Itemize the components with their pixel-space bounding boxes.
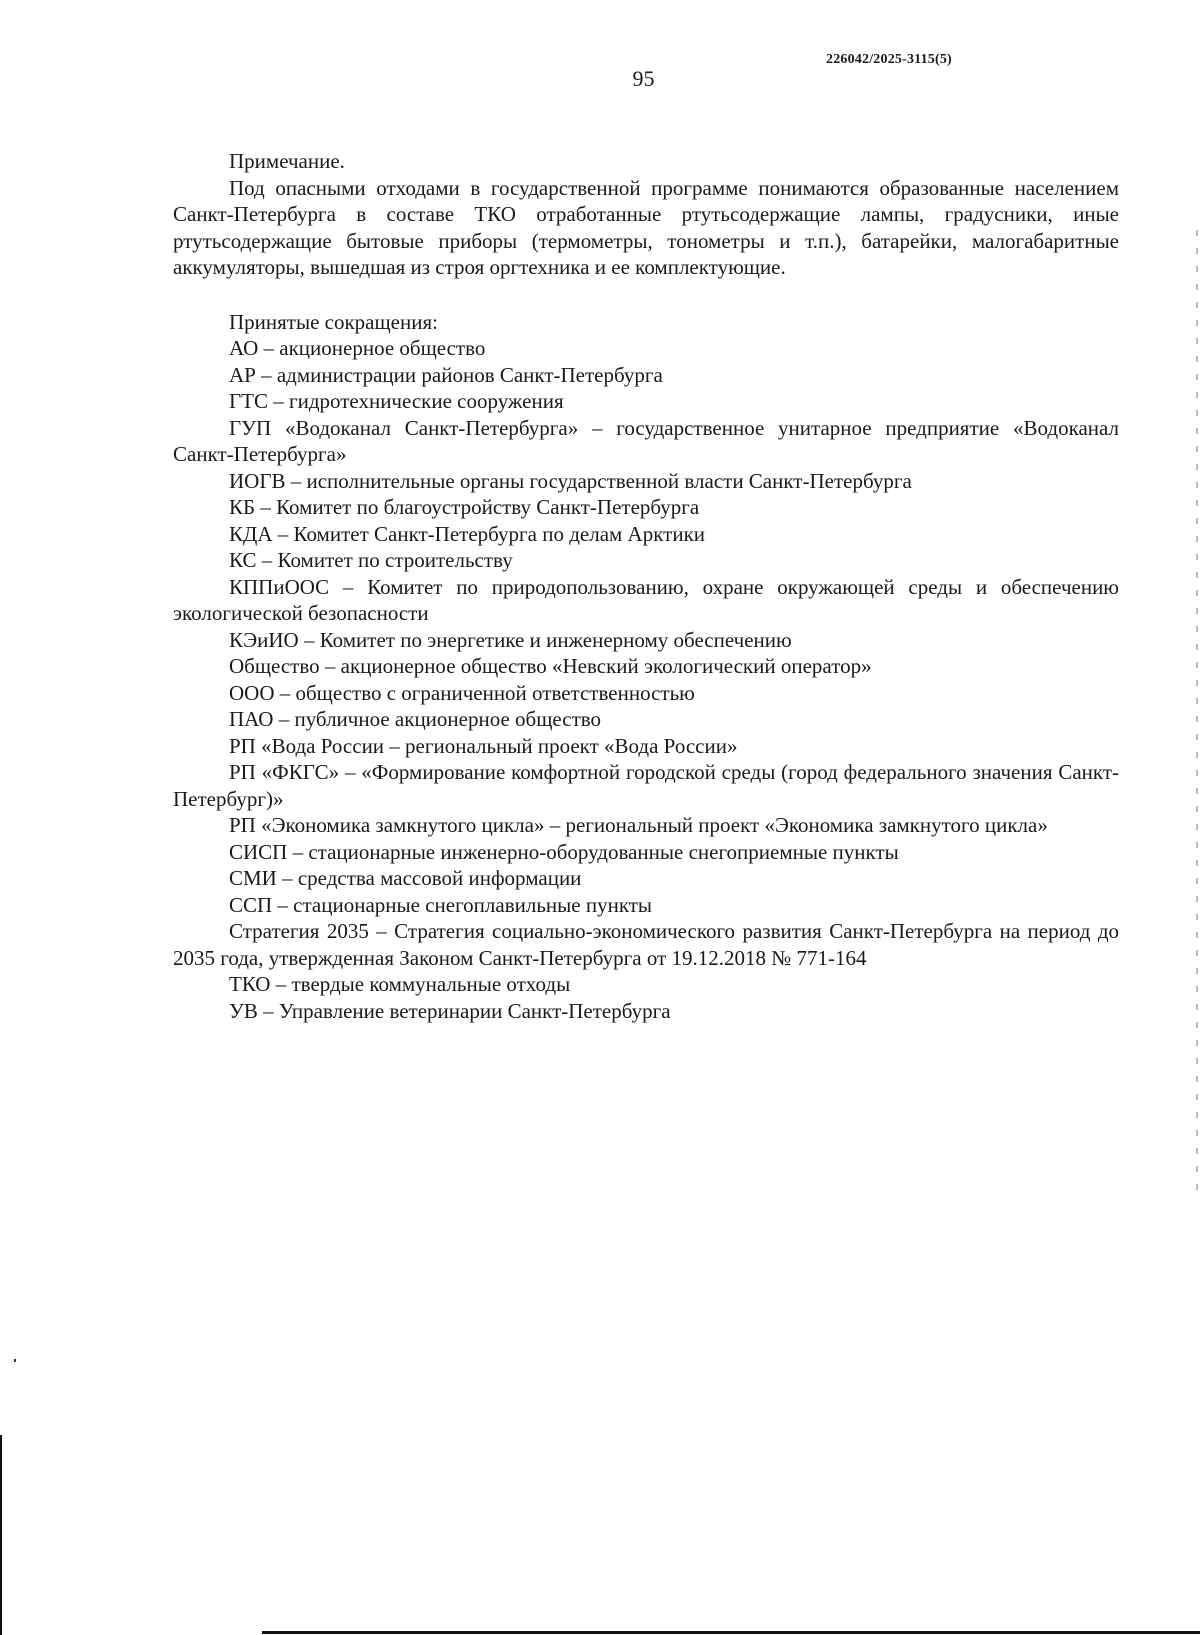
abbreviation-item: УВ – Управление ветеринарии Санкт-Петербурга <box>229 998 671 1023</box>
abbreviation-item: ГТС – гидротехнические сооружения <box>229 389 564 413</box>
abbreviations-title: Принятые сокращения: <box>229 309 438 334</box>
scan-edge-bottom <box>262 1631 1200 1634</box>
abbreviation-item: КЭиИО – Комитет по энергетике и инженерному обеспечению <box>229 627 792 652</box>
abbreviation-item: СМИ – средства массовой информации <box>229 866 582 890</box>
scan-edge-left <box>0 1435 2 1635</box>
document-code: 226042/2025-3115(5) <box>826 52 952 67</box>
section-gap <box>173 281 1119 309</box>
abbreviation-item: КППиООС – Комитет по природопользованию, охране окружающей среды и обеспечению экологической безопасности <box>173 574 1119 625</box>
abbreviation-item: ПАО – публичное акционерное общество <box>229 707 602 731</box>
abbreviation-item: РП «Вода России – региональный проект «Вода России» <box>229 733 738 758</box>
abbreviation-item: РП «ФКГС» – «Формирование комфортной городской среды (город федерального значения Санкт-Петербург)» <box>173 760 1119 811</box>
abbreviation-item: ТКО – твердые коммунальные отходы <box>229 972 571 996</box>
abbreviation-item: ГУП «Водоканал Санкт-Петербурга» – государственное унитарное предприятие «Водоканал Санкт-Петербурга» <box>173 415 1119 466</box>
abbreviation-item: Общество – акционерное общество «Невский экологический оператор» <box>229 654 872 678</box>
abbreviation-item: ИОГВ – исполнительные органы государственной власти Санкт-Петербурга <box>229 468 912 493</box>
abbreviation-item: АР – администрации районов Санкт-Петербурга <box>229 362 663 387</box>
abbreviation-item: ООО – общество с ограниченной ответственностью <box>229 680 695 705</box>
abbreviation-item: АО – акционерное общество <box>229 336 486 360</box>
document-body <box>173 148 1119 1024</box>
abbreviation-item: Стратегия 2035 – Стратегия социально-экономического развития Санкт-Петербурга на период до 2035 года, утвержденная Законом Санкт-Петербурга от 19.12.2018 № 771-164 <box>173 919 1119 970</box>
note-title: Примечание. <box>229 149 345 173</box>
scan-edge-right <box>1196 230 1198 1190</box>
abbreviations-list <box>173 335 1119 1024</box>
abbreviation-item: СИСП – стационарные инженерно-оборудованные снегоприемные пункты <box>229 839 899 864</box>
note-text: Под опасными отходами в государственной программе понимаются образованные населением Санкт-Петербурга в составе ТКО отработанные ртутьсодержащие лампы, градусники, иные ртутьсодержащие бытовые приборы (термометры, тонометры и т.п.), батарейки, малогабаритные аккумуляторы, вышедшая из строя оргтехника и ее комплектующие. <box>173 175 1119 279</box>
abbreviation-item: РП «Экономика замкнутого цикла» – региональный проект «Экономика замкнутого цикла» <box>229 813 1048 837</box>
abbreviation-item: КДА – Комитет Санкт-Петербурга по делам Арктики <box>229 521 706 546</box>
abbreviation-item: ССП – стационарные снегоплавильные пункты <box>229 892 653 917</box>
abbreviation-item: КС – Комитет по строительству <box>229 548 513 572</box>
scan-speck <box>14 1359 16 1362</box>
abbreviation-item: КБ – Комитет по благоустройству Санкт-Петербурга <box>229 495 700 519</box>
page-number: 95 <box>632 66 655 91</box>
